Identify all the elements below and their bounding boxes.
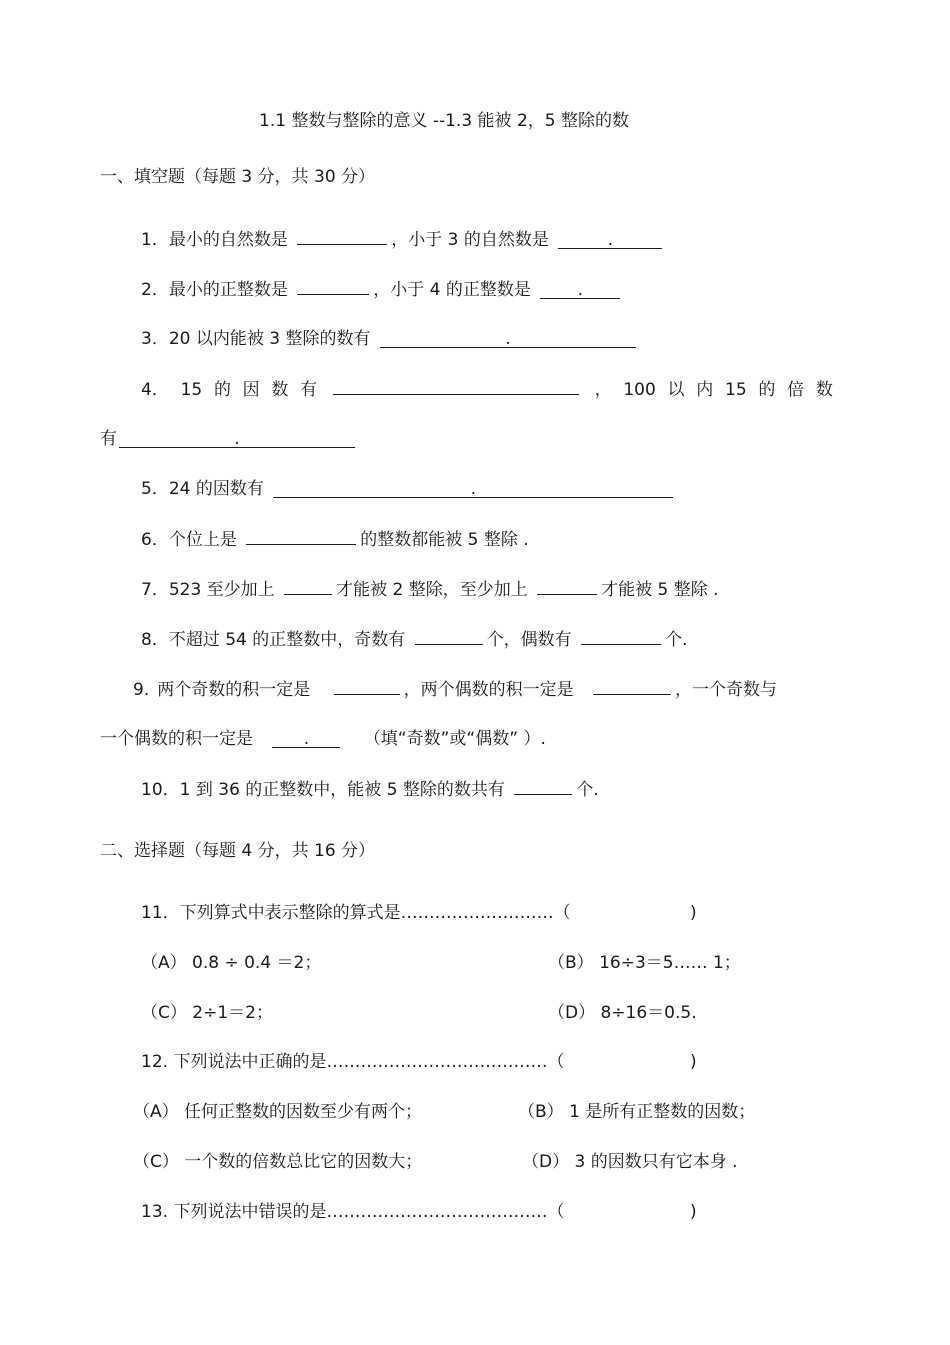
question-6	[141, 528, 529, 551]
question-10	[141, 778, 599, 801]
page-title: 1.1 整数与整除的意义 --1.3 能被 2，5 整除的数	[259, 111, 629, 131]
question-text: ，一个奇数与	[675, 680, 778, 700]
question-13-stem: 13. 下列说法中错误的是…………………………………（	[141, 1202, 565, 1222]
answer-blank[interactable]: .	[273, 481, 673, 498]
answer-paren-close[interactable]: )	[690, 1052, 697, 1072]
section-heading-choice: 二、选择题（每题 4 分，共 16 分）	[100, 841, 376, 861]
question-text: 个.	[665, 630, 688, 650]
question-text: 的整数都能被 5 整除 .	[360, 530, 529, 550]
question-text: 个，偶数有	[486, 630, 572, 650]
option-c[interactable]: （C） 2÷1＝2；	[141, 1003, 273, 1023]
option-a[interactable]: （A） 任何正整数的因数至少有两个；	[133, 1102, 423, 1122]
question-text: （填“奇数”或“偶数” ）.	[363, 729, 546, 749]
answer-blank[interactable]	[593, 678, 671, 695]
option-c[interactable]: （C） 一个数的倍数总比它的因数大；	[133, 1152, 423, 1172]
answer-blank[interactable]: .	[540, 282, 620, 299]
option-d[interactable]: （D） 8÷16＝0.5.	[548, 1003, 697, 1023]
question-11-stem: 11．下列算式中表示整除的算式是………………………（	[141, 903, 571, 923]
question-text: 才能被 5 整除 .	[601, 580, 719, 600]
question-number: 9.	[133, 680, 150, 700]
question-text: 有	[100, 429, 117, 449]
question-number: 5．	[141, 479, 169, 499]
question-8	[141, 628, 688, 651]
question-text: 的	[758, 380, 776, 400]
answer-blank[interactable]	[297, 228, 387, 245]
question-3	[141, 328, 640, 350]
option-b[interactable]: （B） 1 是所有正整数的因数；	[518, 1102, 756, 1122]
question-text: ，小于 4 的正整数是	[373, 280, 531, 300]
question-12-stem: 12. 下列说法中正确的是…………………………………（	[141, 1052, 565, 1072]
question-text: 24 的因数有	[168, 479, 264, 499]
question-text: ，小于 3 的自然数是	[391, 230, 549, 250]
question-number: 4．	[141, 380, 169, 400]
question-4	[141, 378, 833, 401]
answer-blank[interactable]	[581, 628, 661, 645]
answer-paren-close[interactable]: )	[690, 1202, 697, 1222]
question-number: 6．	[141, 530, 169, 550]
answer-blank[interactable]	[333, 378, 579, 395]
question-text: 个.	[576, 780, 599, 800]
question-text: 20 以内能被 3 整除的数有	[168, 329, 371, 349]
answer-blank[interactable]	[415, 628, 483, 645]
question-number: 2．	[141, 280, 169, 300]
answer-blank[interactable]	[246, 528, 356, 545]
option-a[interactable]: （A） 0.8 ÷ 0.4 ＝2；	[141, 953, 322, 973]
question-9-continued	[100, 728, 546, 750]
question-2	[141, 278, 624, 301]
answer-blank[interactable]: .	[119, 431, 355, 448]
question-1	[141, 228, 666, 251]
question-9	[133, 678, 777, 701]
question-text: 最小的正整数是	[168, 280, 288, 300]
question-text: 15	[180, 380, 203, 400]
question-4-continued	[100, 428, 359, 450]
question-text: 才能被 2 整除，至少加上	[336, 580, 528, 600]
answer-paren-close[interactable]: )	[690, 903, 697, 923]
question-text: 以	[667, 380, 685, 400]
answer-blank[interactable]	[537, 578, 597, 595]
question-text: 15	[725, 380, 747, 400]
question-text: ，	[594, 380, 612, 400]
question-text: 100	[623, 380, 656, 400]
answer-blank[interactable]	[297, 278, 369, 295]
answer-blank[interactable]	[284, 578, 332, 595]
question-text: 523 至少加上	[168, 580, 275, 600]
question-text: 1 到 36 的正整数中，能被 5 整除的数共有	[179, 780, 505, 800]
question-text: 最小的自然数是	[168, 230, 288, 250]
option-b[interactable]: （B） 16÷3＝5…… 1；	[548, 953, 741, 973]
question-text: 的	[213, 380, 231, 400]
question-number: 10．	[141, 780, 180, 800]
question-text: 因	[242, 380, 260, 400]
question-text: 内	[696, 380, 714, 400]
answer-blank[interactable]	[334, 678, 400, 695]
section-heading-fill-in: 一、填空题（每题 3 分，共 30 分）	[100, 167, 376, 187]
answer-blank[interactable]: .	[272, 731, 340, 748]
question-number: 3．	[141, 329, 169, 349]
question-text: 倍	[787, 380, 805, 400]
answer-blank[interactable]	[514, 778, 572, 795]
question-text: 数	[815, 380, 833, 400]
question-text: 两个奇数的积一定是	[157, 680, 311, 700]
question-text: 数	[271, 380, 289, 400]
question-text: 有	[300, 380, 318, 400]
question-text: 不超过 54 的正整数中，奇数有	[168, 630, 406, 650]
question-text: 个位上是	[168, 530, 237, 550]
question-number: 1．	[141, 230, 169, 250]
question-number: 8．	[141, 630, 169, 650]
answer-blank[interactable]: .	[558, 232, 662, 249]
answer-blank[interactable]: .	[380, 331, 636, 348]
question-text: 一个偶数的积一定是	[100, 729, 253, 749]
option-d[interactable]: （D） 3 的因数只有它本身 .	[522, 1152, 738, 1172]
question-text: ，两个偶数的积一定是	[403, 680, 574, 700]
question-5	[141, 478, 677, 500]
question-number: 7．	[141, 580, 169, 600]
question-7	[141, 578, 719, 601]
